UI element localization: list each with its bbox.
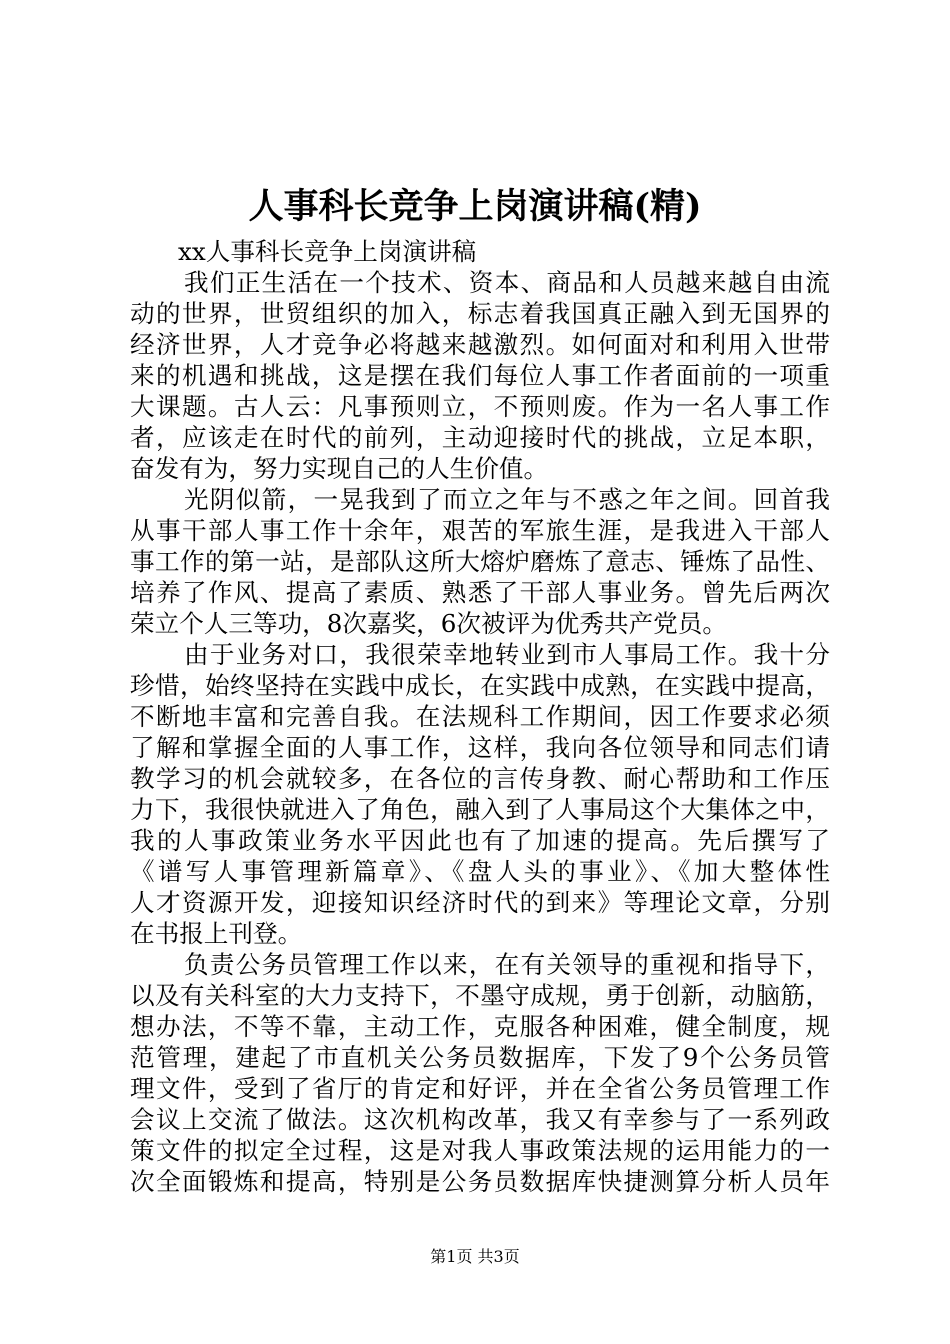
paragraph-line: 会议上交流了做法。这次机构改革，我又有幸参与了一系列政	[130, 1105, 830, 1134]
paragraph-line: 培养了作风、提高了素质、熟悉了干部人事业务。曾先后两次	[130, 578, 830, 607]
paragraph-line: 《谱写人事管理新篇章》、《盘人头的事业》、《加大整体性	[130, 857, 830, 886]
document-body	[130, 236, 830, 1197]
paragraph-line: 大课题。古人云：凡事预则立，不预则废。作为一名人事工作	[130, 392, 830, 421]
paragraph-line: 教学习的机会就较多，在各位的言传身教、耐心帮助和工作压	[130, 764, 830, 793]
paragraph-line: 由于业务对口，我很荣幸地转业到市人事局工作。我十分	[184, 640, 830, 669]
paragraph-line: 珍惜，始终坚持在实践中成长，在实践中成熟，在实践中提高，	[130, 671, 830, 700]
paragraph-line: 者，应该走在时代的前列，主动迎接时代的挑战，立足本职，	[130, 423, 830, 452]
paragraph-line: 我们正生活在一个技术、资本、商品和人员越来越自由流	[184, 268, 830, 297]
paragraph-line: 次全面锻炼和提高，特别是公务员数据库快捷测算分析人员年	[130, 1167, 830, 1196]
paragraph-line: 来的机遇和挑战，这是摆在我们每位人事工作者面前的一项重	[130, 361, 830, 390]
paragraph-line: 不断地丰富和完善自我。在法规科工作期间，因工作要求必须	[130, 702, 830, 731]
paragraph-line: 光阴似箭，一晃我到了而立之年与不惑之年之间。回首我	[184, 485, 830, 514]
subtitle-line: xx人事科长竞争上岗演讲稿	[178, 237, 477, 266]
paragraph-line: 奋发有为，努力实现自己的人生价值。	[130, 454, 549, 483]
paragraph-line: 范管理，建起了市直机关公务员数据库，下发了9个公务员管	[130, 1043, 830, 1072]
paragraph-line: 理文件，受到了省厅的肯定和好评，并在全省公务员管理工作	[130, 1074, 830, 1103]
paragraph-line: 从事干部人事工作十余年，艰苦的军旅生涯，是我进入干部人	[130, 516, 830, 545]
paragraph-line: 想办法，不等不靠，主动工作，克服各种困难，健全制度，规	[130, 1012, 830, 1041]
paragraph-line: 荣立个人三等功，8次嘉奖，6次被评为优秀共产党员。	[130, 609, 727, 638]
paragraph-line: 动的世界，世贸组织的加入，标志着我国真正融入到无国界的	[130, 299, 830, 328]
paragraph-line: 力下，我很快就进入了角色，融入到了人事局这个大集体之中，	[130, 795, 830, 824]
paragraph-line: 人才资源开发，迎接知识经济时代的到来》等理论文章，分别	[130, 888, 830, 917]
page-footer: 第1页 共3页	[430, 1247, 520, 1266]
document-title: 人事科长竞争上岗演讲稿(精)	[248, 186, 702, 227]
paragraph-line: 负责公务员管理工作以来，在有关领导的重视和指导下，	[184, 950, 830, 979]
paragraph-line: 策文件的拟定全过程，这是对我人事政策法规的运用能力的一	[130, 1136, 830, 1165]
paragraph-line: 经济世界，人才竞争必将越来越激烈。如何面对和利用入世带	[130, 330, 830, 359]
paragraph-line: 事工作的第一站，是部队这所大熔炉磨炼了意志、锤炼了品性、	[130, 547, 830, 576]
paragraph-line: 在书报上刊登。	[130, 919, 303, 948]
paragraph-line: 以及有关科室的大力支持下，不墨守成规，勇于创新，动脑筋，	[130, 981, 830, 1010]
paragraph-line: 了解和掌握全面的人事工作，这样，我向各位领导和同志们请	[130, 733, 830, 762]
paragraph-line: 我的人事政策业务水平因此也有了加速的提高。先后撰写了	[130, 826, 830, 855]
